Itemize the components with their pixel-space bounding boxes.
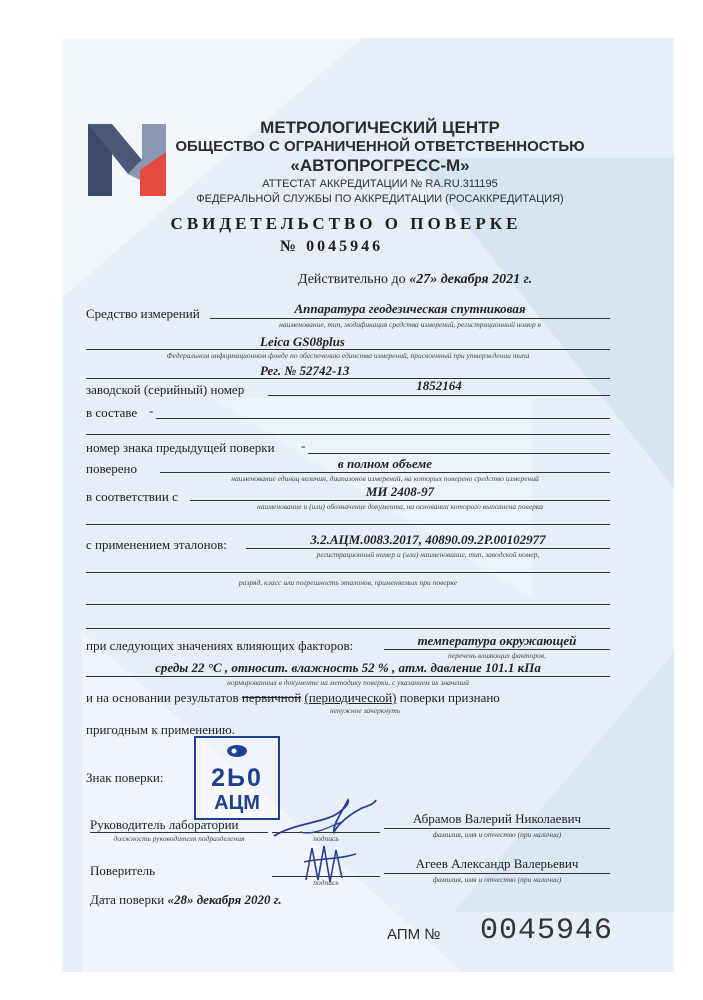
verified-label: поверено — [86, 461, 138, 476]
verifier-name: Агеев Александр Валерьевич — [415, 856, 579, 871]
basis-line — [86, 690, 500, 706]
head-name: Абрамов Валерий Николаевич — [412, 811, 582, 826]
apm-number: 0045946 — [480, 914, 614, 948]
stamp-code: 2Ь0 — [211, 764, 263, 792]
standards-note2: разряд, класс или погрешность эталонов, применяемых при поверке — [238, 578, 458, 587]
factors-value2: среды 22 °С , относит. влажность 52 % , атм. давление 101.1 кПа — [155, 660, 541, 675]
standards-note: регистрационный номер и (или) наименование, тип, заводской номер, — [316, 550, 540, 559]
factors-value1: температура окружающей — [417, 633, 577, 648]
validity-date: «27» декабря 2021 г. — [409, 272, 533, 287]
model-note: Федеральном информационном фонде по обеспечению единства измерений, присвоенный при утверждении типа — [166, 351, 530, 360]
serial-label: заводской (серийный) номер — [86, 382, 245, 397]
header-line2: ОБЩЕСТВО С ОГРАНИЧЕННОЙ ОТВЕТСТВЕННОСТЬЮ — [175, 138, 585, 155]
composition-label: в составе — [86, 405, 138, 420]
serial-value: 1852164 — [416, 378, 462, 393]
verifier-label: Поверитель — [90, 863, 156, 878]
prev-mark-value: - — [301, 438, 306, 453]
verifier-name-note: фамилия, имя и отчество (при наличии) — [432, 875, 562, 884]
instrument-label: Средство измерений — [86, 306, 200, 321]
certificate-number: № 0045946 — [280, 238, 384, 255]
date-line — [90, 892, 282, 908]
composition-value: - — [149, 403, 154, 418]
according-label: в соответствии с — [86, 489, 178, 504]
header-line3: «АВТОПРОГРЕСС-М» — [290, 156, 470, 175]
according-note: наименование и (или) обозначение документа, на основании которого выполнена поверка — [257, 502, 543, 511]
accreditation-number: АТТЕСТАТ АККРЕДИТАЦИИ № RA.RU.311195 — [262, 178, 498, 190]
verified-note: наименование единиц величин, диапазонов измерений, на которых поверено средство измерений — [231, 474, 539, 483]
verifier-signature-note: подпись — [313, 878, 339, 887]
head-signature-icon — [270, 796, 380, 846]
accreditation-service: ФЕДЕРАЛЬНОЙ СЛУЖБЫ ПО АККРЕДИТАЦИИ (РОСАККРЕДИТАЦИЯ) — [196, 193, 564, 205]
factors-note1: перечень влияющих факторов, — [448, 651, 546, 660]
basis-note: ненужное зачеркнуть — [330, 706, 401, 715]
head-name-note: фамилия, имя и отчество (при наличии) — [432, 830, 562, 839]
reg-number: Рег. № 52742-13 — [260, 363, 350, 378]
verifier-signature-icon — [300, 840, 360, 886]
basis-prefix: и на основании результатов — [86, 690, 239, 705]
model-value: Leica GS08plus — [260, 334, 345, 349]
stamp-org: АЦМ — [214, 792, 260, 814]
standards-label: с применением эталонов: — [86, 537, 227, 552]
stamp-emblem-icon — [226, 744, 248, 758]
validity-line — [298, 272, 532, 288]
header-line1: МЕТРОЛОГИЧЕСКИЙ ЦЕНТР — [260, 118, 500, 137]
instrument-value: Аппаратура геодезическая спутниковая — [294, 301, 526, 316]
basis-suffix: поверки признано — [399, 690, 500, 705]
according-value: МИ 2408-97 — [365, 484, 435, 499]
validity-prefix: Действительно до — [298, 272, 406, 287]
verification-stamp — [194, 736, 280, 820]
basis-primary: первичной — [241, 690, 302, 705]
head-note: должность руководителя подразделения — [113, 834, 245, 843]
factors-note2: нормированных в документе на методику поверки, с указанием их значений — [227, 678, 469, 687]
apm-label: АПМ № — [387, 926, 441, 943]
prev-mark-label: номер знака предыдущей поверки — [86, 440, 275, 455]
standards-value: 3.2.АЦМ.0083.2017, 40890.09.2Р.00102977 — [310, 532, 546, 547]
fit-text: пригодным к применению. — [86, 722, 235, 737]
mark-label: Знак поверки: — [86, 770, 164, 785]
verified-value: в полном объеме — [337, 456, 433, 471]
date-value: «28» декабря 2020 г. — [167, 892, 282, 907]
basis-periodic: (периодической) — [304, 690, 397, 705]
date-prefix: Дата поверки — [90, 892, 165, 907]
factors-label: при следующих значениях влияющих факторов: — [86, 638, 354, 653]
head-signature-note: подпись — [313, 834, 339, 843]
instrument-note: наименование, тип, модификация средства измерений, регистрационный номер в — [279, 320, 541, 329]
certificate-title: СВИДЕТЕЛЬСТВО О ПОВЕРКЕ — [170, 214, 522, 233]
head-label: Руководитель лаборатории — [90, 817, 239, 832]
company-logo-icon — [88, 124, 166, 196]
